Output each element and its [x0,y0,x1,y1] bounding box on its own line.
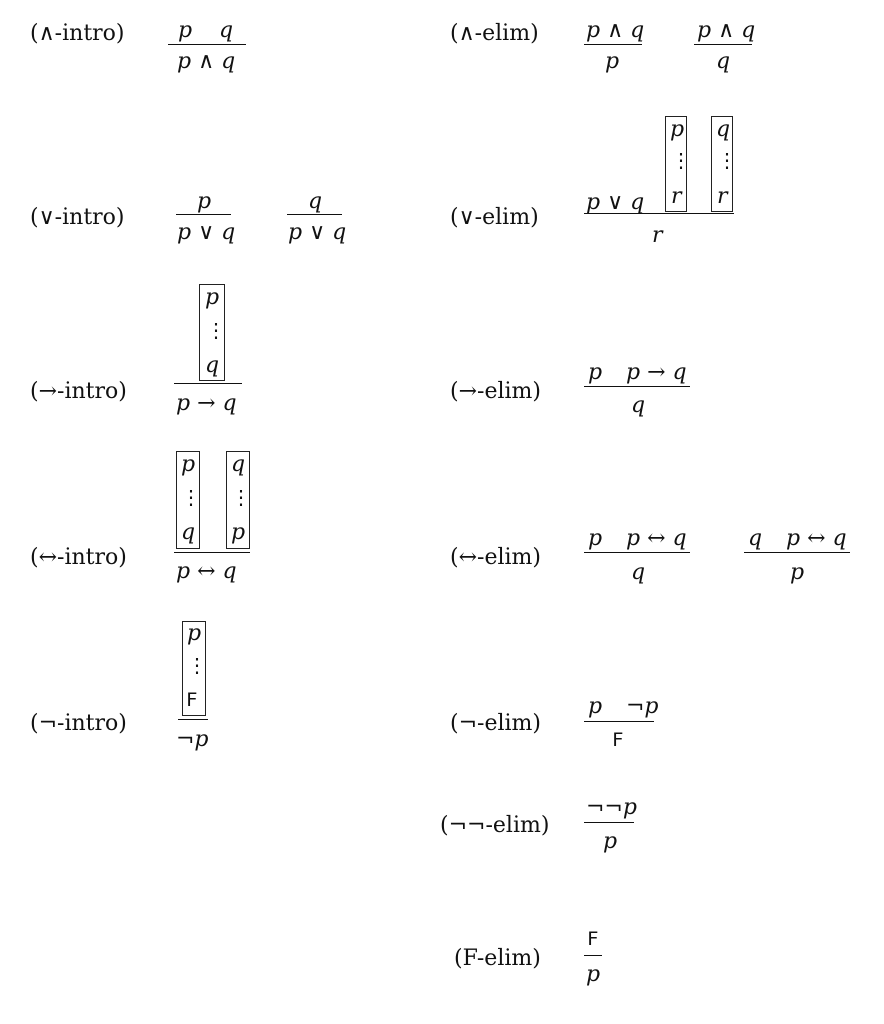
inference-line [584,44,642,45]
inference-line [174,552,250,553]
conclusion: r [652,223,663,248]
vdots: ⋮ [181,485,201,509]
assumption: p [181,452,196,477]
conclusion: p [586,962,601,987]
premise: q [748,526,763,551]
rule-name: (∧-elim) [450,21,539,46]
conclusion: q [716,49,731,74]
conclusion: p [790,560,805,585]
conclusion: p [603,829,618,854]
inference-line [174,383,242,384]
conclusion: p ∨ q [177,220,236,245]
assumption: q [716,117,731,142]
premise: p ∧ q [586,18,645,43]
inference-line [744,552,850,553]
subproof-conclusion: r [671,184,682,209]
inference-line [694,44,752,45]
rule-name: (¬-elim) [450,711,541,736]
conclusion: p ∨ q [288,220,347,245]
premise: ¬p [626,694,659,719]
inference-line [178,719,208,720]
inference-line [584,822,634,823]
vdots: ⋮ [717,148,737,172]
assumption: q [231,452,246,477]
rule-name: (↔-elim) [450,545,541,570]
assumption: p [205,285,220,310]
premise: p ∧ q [697,18,756,43]
subproof-conclusion: q [205,353,220,378]
conclusion: p ↔ q [176,559,237,584]
rule-name: (→-intro) [30,379,127,404]
rule-name: (∨-intro) [30,205,125,230]
premise: p [197,189,212,214]
inference-line [287,214,342,215]
vdots: ⋮ [231,485,251,509]
subproof-conclusion: p [231,520,246,545]
premise: p → q [626,360,687,385]
conclusion: ¬p [176,727,209,752]
inference-line [584,552,690,553]
inference-line [584,213,734,214]
rule-name: (¬-intro) [30,711,127,736]
subproof-conclusion: F [186,689,198,711]
conclusion: p ∧ q [177,49,236,74]
conclusion: q [631,393,646,418]
vdots: ⋮ [206,318,226,342]
rule-name: (F-elim) [454,946,541,971]
assumption: p [670,117,685,142]
premise: p ∨ q [586,190,645,215]
vdots: ⋮ [187,653,207,677]
vdots: ⋮ [671,148,691,172]
premise: p ↔ q [626,526,687,551]
conclusion: q [631,560,646,585]
rule-name: (→-elim) [450,379,541,404]
inference-line [584,386,690,387]
premise: ¬¬p [586,795,637,820]
conclusion: p → q [176,391,237,416]
rule-name: (¬¬-elim) [440,813,550,838]
premise: p [588,360,603,385]
inference-line [584,721,654,722]
inference-line [584,955,602,956]
conclusion: F [612,729,624,751]
premise: q [308,189,323,214]
subproof-conclusion: r [717,184,728,209]
assumption: p [187,621,202,646]
premise: F [587,928,599,950]
rule-name: (∨-elim) [450,205,539,230]
conclusion: p [605,49,620,74]
inference-line [168,44,246,45]
premise: p [588,694,603,719]
premise: p [178,18,193,43]
rule-name: (∧-intro) [30,21,125,46]
premise: p ↔ q [786,526,847,551]
premise: q [219,18,234,43]
rule-name: (↔-intro) [30,545,127,570]
subproof-conclusion: q [181,520,196,545]
premise: p [588,526,603,551]
inference-line [176,214,231,215]
